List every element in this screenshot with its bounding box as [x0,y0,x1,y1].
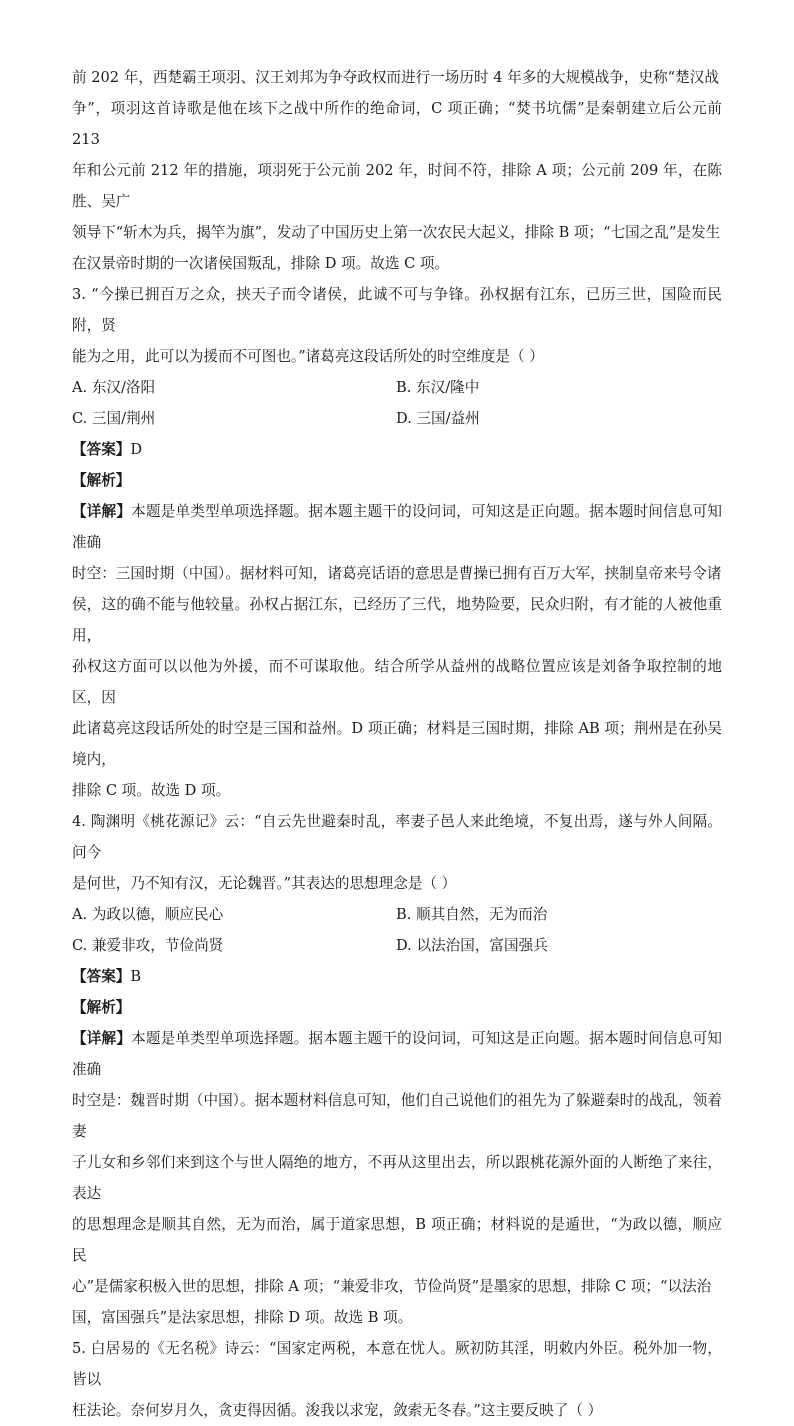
detail-line: 心”是儒家积极入世的思想，排除 A 项；“兼爱非攻，节俭尚贤”是墨家的思想，排除 C 项；“以法治 [72,1278,712,1295]
detail-line [72,496,722,558]
detail-line [72,1023,722,1085]
options-row [72,899,722,930]
answer-label: 【答案】 [72,968,131,985]
analysis-label: 【解析】 [72,472,131,489]
options-row [72,930,722,961]
question-stem: 3. “今操已拥百万之众，挟天子而令诸侯，此诚不可与争锋。孙权据有江东，已历三世，国险而民附，贤 [72,286,722,334]
question-stem: 能为之用，此可以为援而不可图也。”诸葛亮这段话所处的时空维度是（ ） [72,348,544,365]
detail-line: 的思想理念是顺其自然，无为而治，属于道家思想，B 项正确；材料说的是遁世，“为政以德，顺应民 [72,1216,722,1264]
document-page [72,62,722,1426]
detail-line: 时空是：魏晋时期（中国）。据本题材料信息可知，他们自己说他们的祖先为了躲避秦时的战乱，领着妻 [72,1092,722,1140]
answer-value: B [130,968,142,985]
option-b: B. 东汉/隆中 [396,379,480,396]
question-stem: 是何世，乃不知有汉，无论魏晋。”其表达的思想理念是（ ） [72,875,457,892]
text-line: 领导下“斩木为兵，揭竿为旗”，发动了中国历史上第一次农民大起义，排除 B 项；“七国之乱”是发生 [72,224,721,241]
detail-line: 时空：三国时期（中国）。据材料可知，诸葛亮话语的意思是曹操已拥有百万大军，挟制皇帝来号令诸 [72,565,722,582]
detail-line: 国，富国强兵”是法家思想，排除 D 项。故选 B 项。 [72,1309,413,1326]
detail-line: 孙权这方面可以以他为外援，而不可谋取他。结合所学从益州的战略位置应该是刘备争取控制的地区，因 [72,658,722,706]
answer-line [72,961,722,992]
option-a: A. 东汉/洛阳 [72,379,156,396]
option-d: D. 三国/益州 [396,410,480,427]
question-5 [72,1333,722,1426]
detail-text: 本题是单类型单项选择题。据本题主题干的设问词，可知这是正向题。据本题时间信息可知准确 [72,1030,722,1078]
question-4 [72,806,722,1333]
answer-line [72,434,722,465]
text-line: 争”，项羽这首诗歌是他在垓下之战中所作的绝命词，C 项正确；“焚书坑儒”是秦朝建立后公元前 213 [72,100,722,148]
detail-line: 子儿女和乡邻们来到这个与世人隔绝的地方，不再从这里出去，所以跟桃花源外面的人断绝了来往，表达 [72,1154,722,1202]
option-b: B. 顺其自然，无为而治 [396,906,548,923]
option-c: C. 兼爱非攻，节俭尚贤 [72,937,224,954]
detail-line: 侯，这的确不能与他较量。孙权占据江东，已经历了三代，地势险要，民众归附，有才能的人被他重用， [72,596,722,644]
option-a: A. 为政以德，顺应民心 [72,906,224,923]
question-stem: 5. 白居易的《无名税》诗云：“国家定两税，本意在忧人。厥初防其淫，明敕内外臣。税外加一物，皆以 [72,1340,722,1388]
options-row [72,403,722,434]
question-3 [72,279,722,806]
answer-label: 【答案】 [72,441,131,458]
text-line: 在汉景帝时期的一次诸侯国叛乱，排除 D 项。故选 C 项。 [72,255,450,272]
question-stem: 4. 陶渊明《桃花源记》云：“自云先世避秦时乱，率妻子邑人来此绝境，不复出焉，遂与外人间隔。问今 [72,813,722,861]
text-line: 前 202 年，西楚霸王项羽、汉王刘邦为争夺政权而进行一场历时 4 年多的大规模战争，史称“楚汉战 [72,69,719,86]
intro-explanation [72,62,722,279]
question-stem: 枉法论。奈何岁月久，贪吏得因循。浚我以求宠，敛索无冬春。”这主要反映了（ ） [72,1402,603,1419]
answer-value: D [130,441,143,458]
option-c: C. 三国/荆州 [72,410,156,427]
option-d: D. 以法治国，富国强兵 [396,937,548,954]
options-row [72,372,722,403]
detail-label: 【详解】 [72,1030,132,1047]
detail-line: 此诸葛亮这段话所处的时空是三国和益州。D 项正确；材料是三国时期，排除 AB 项；荆州是在孙吴境内， [72,720,722,768]
text-line: 年和公元前 212 年的措施，项羽死于公元前 202 年，时间不符，排除 A 项；公元前 209 年，在陈胜、吴广 [72,162,722,210]
analysis-label: 【解析】 [72,999,131,1016]
detail-text: 本题是单类型单项选择题。据本题主题干的设问词，可知这是正向题。据本题时间信息可知准确 [72,503,722,551]
detail-label: 【详解】 [72,503,132,520]
detail-line: 排除 C 项。故选 D 项。 [72,782,231,799]
